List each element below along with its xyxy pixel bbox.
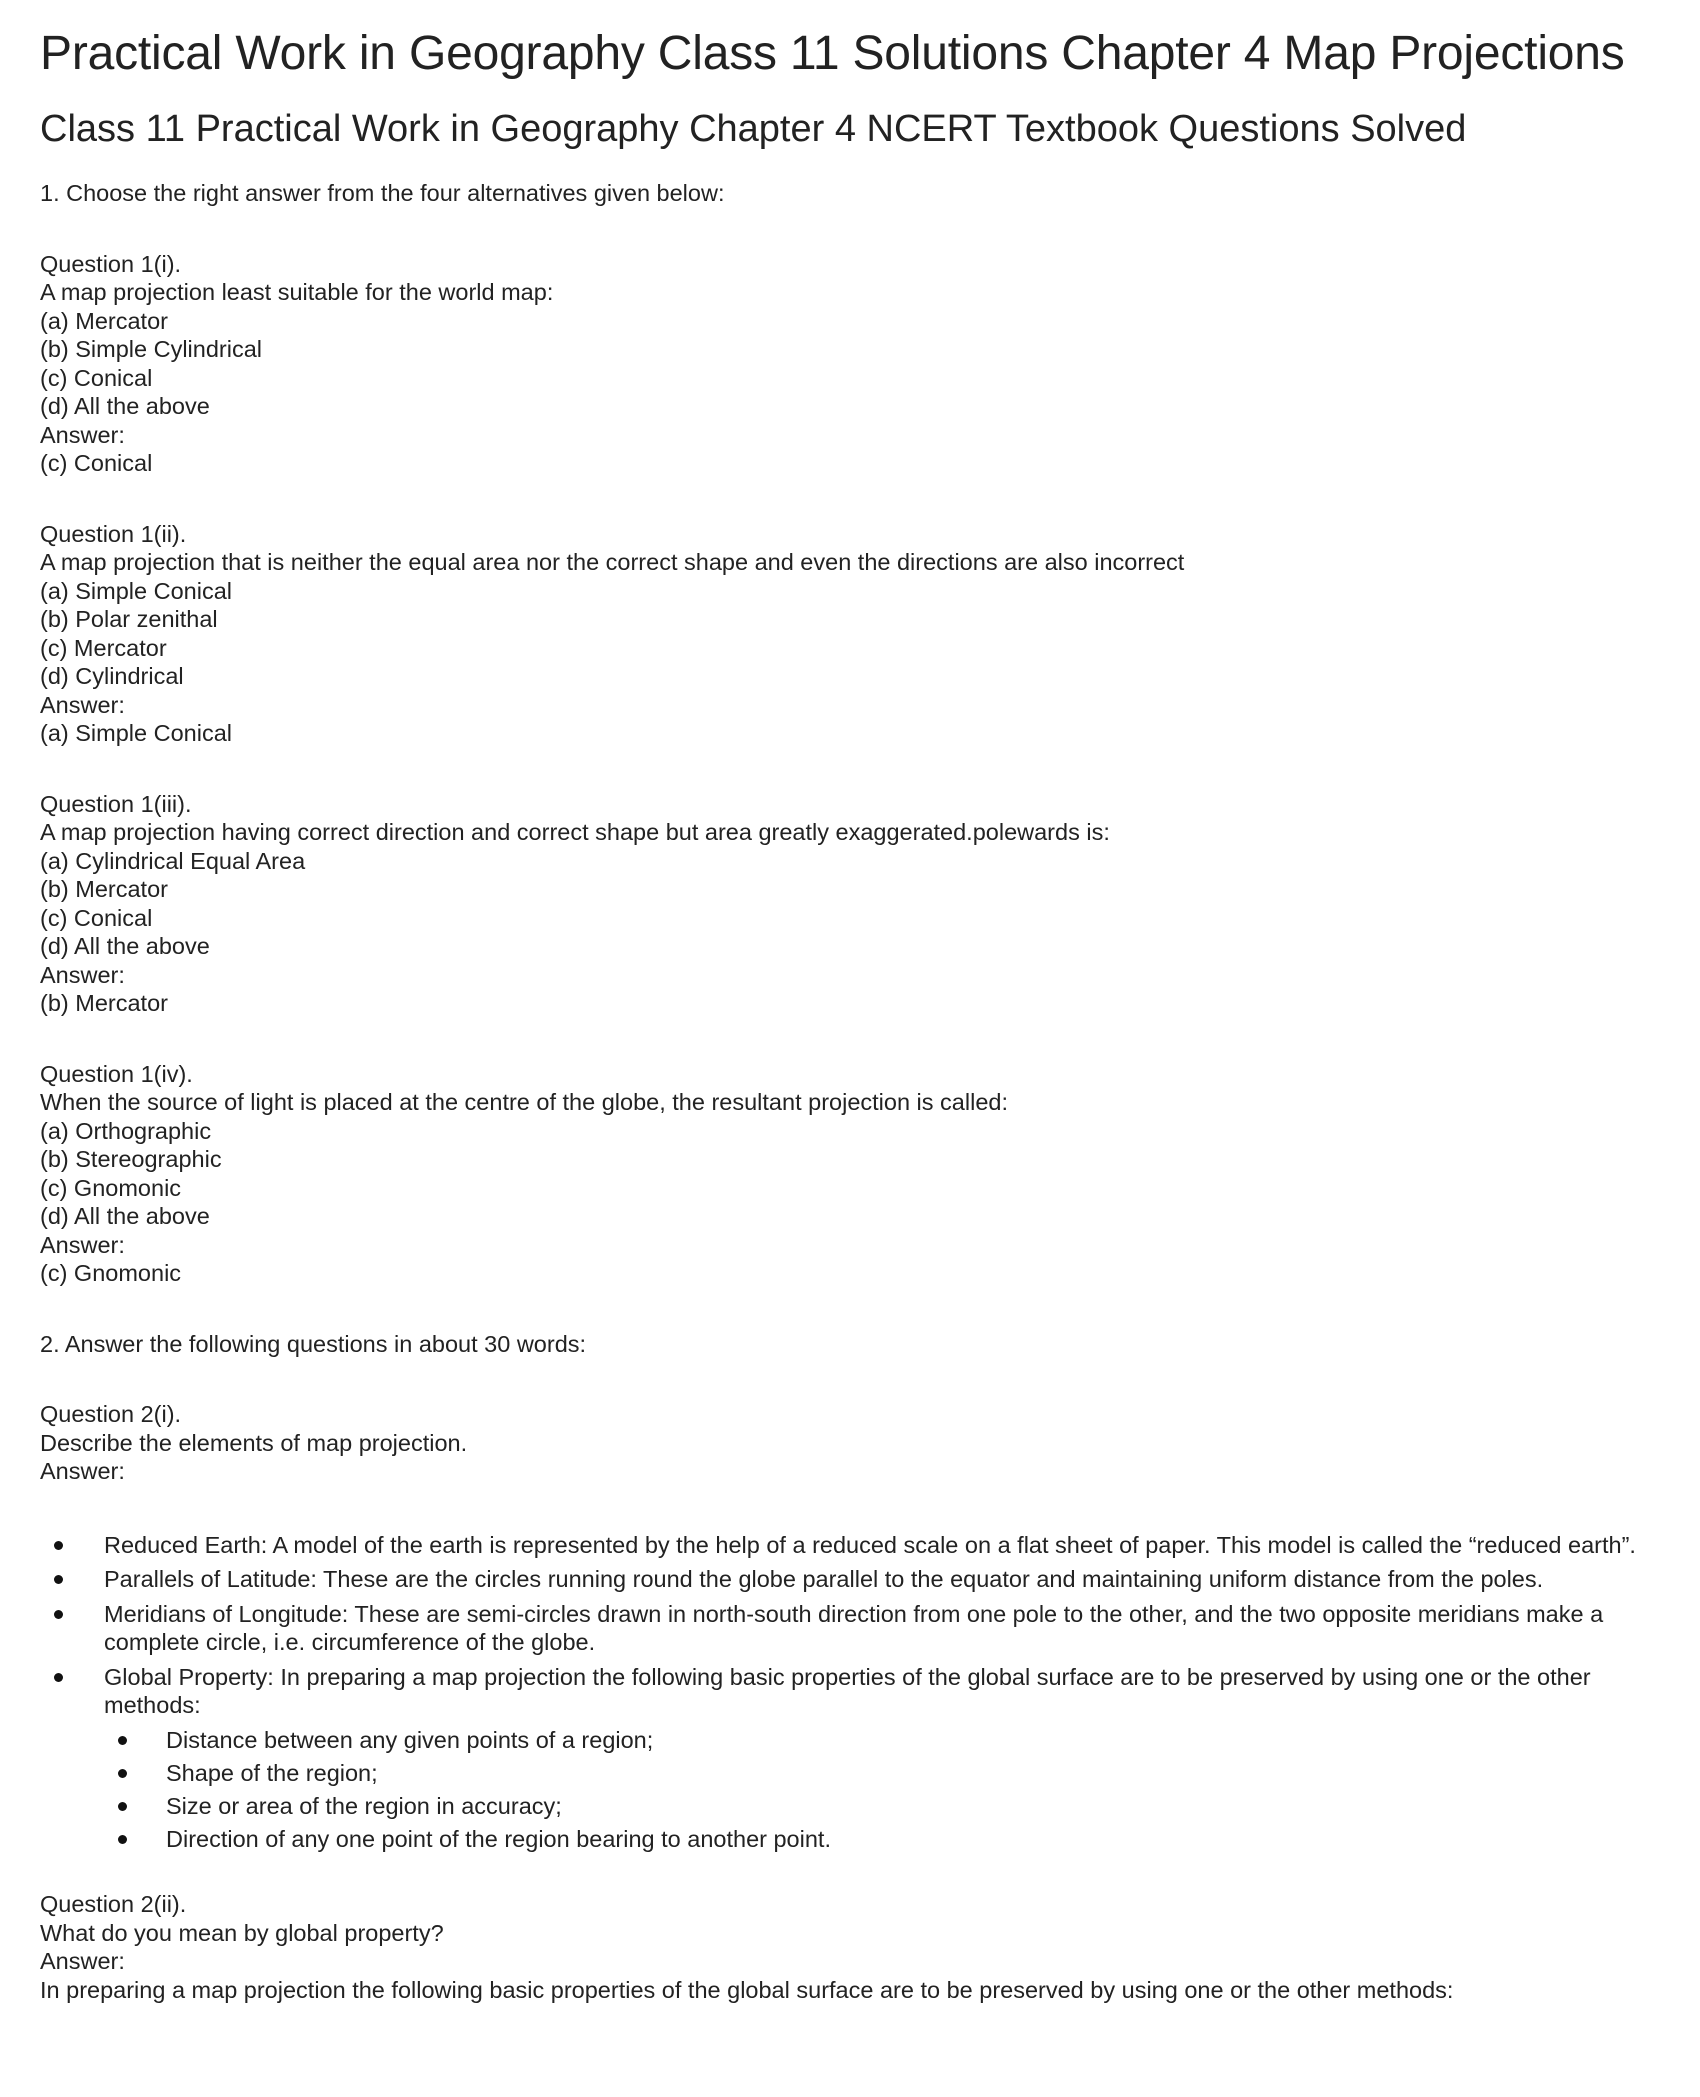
question-label: Question 1(i).: [40, 250, 182, 277]
option: (a) Mercator: [40, 307, 168, 334]
answer-label: Answer:: [40, 1948, 125, 1974]
question-text: Describe the elements of map projection.: [40, 1429, 468, 1456]
option: (b) Stereographic: [40, 1146, 222, 1172]
list-item-text: Reduced Earth: A model of the earth is represented by the help of a reduced scale on a flat sheet of paper. This model is called the “reduced earth”.: [104, 1531, 1636, 1558]
list-item-text: Global Property: In preparing a map projection the following basic properties of the global surface are to be preserved by using one or the other methods:: [104, 1663, 1591, 1718]
sub-list-item: [104, 1726, 1660, 1755]
question-label: Question 1(ii).: [40, 520, 187, 547]
bullet-icon: [118, 1769, 127, 1778]
question-2-i: [40, 1400, 1660, 1486]
sub-list-item: [104, 1759, 1660, 1788]
mcq-question: [40, 1060, 1660, 1288]
bullet-icon: [54, 1575, 63, 1584]
question-2-ii: [40, 1890, 1660, 2004]
list-item: [40, 1531, 1660, 1560]
bullet-icon: [54, 1673, 63, 1682]
option: (c) Conical: [40, 904, 153, 931]
question-label: Question 1(iv).: [40, 1060, 193, 1087]
question-text: When the source of light is placed at the centre of the globe, the resultant projection is called:: [40, 1089, 1008, 1115]
list-item: [40, 1600, 1660, 1657]
mcq-question: [40, 250, 1660, 478]
answer-label: Answer:: [40, 421, 125, 448]
answer-text: (c) Gnomonic: [40, 1260, 182, 1286]
question-text: A map projection least suitable for the world map:: [40, 279, 554, 305]
option: (a) Orthographic: [40, 1117, 212, 1144]
question-text: A map projection that is neither the equal area nor the correct shape and even the directions are also incorrect: [40, 549, 1185, 575]
option: (b) Simple Cylindrical: [40, 336, 262, 362]
answer-text: (a) Simple Conical: [40, 720, 232, 746]
list-item-text: Direction of any one point of the region bearing to another point.: [166, 1825, 831, 1852]
option: (b) Polar zenithal: [40, 606, 218, 632]
answer-label: Answer:: [40, 961, 125, 988]
answer-text: (c) Conical: [40, 450, 153, 476]
answer-label: Answer:: [40, 1231, 125, 1258]
answer-text: (b) Mercator: [40, 990, 168, 1016]
section-2-heading: 2. Answer the following questions in about 30 words:: [40, 1330, 587, 1357]
answer-label: Answer:: [40, 1458, 125, 1484]
option: (b) Mercator: [40, 876, 168, 902]
option: (a) Simple Conical: [40, 577, 232, 604]
bullet-icon: [118, 1736, 127, 1745]
option: (c) Gnomonic: [40, 1174, 182, 1201]
answer-text: In preparing a map projection the following basic properties of the global surface are to be preserved by using one or the other methods:: [40, 1976, 1454, 2003]
section-1-heading: 1. Choose the right answer from the four alternatives given below:: [40, 180, 725, 206]
bullet-icon: [54, 1610, 63, 1619]
elements-list: [40, 1531, 1660, 1854]
mcq-question: [40, 790, 1660, 1018]
bullet-icon: [54, 1541, 63, 1550]
option: (c) Conical: [40, 364, 153, 391]
page-subtitle: Class 11 Practical Work in Geography Chapter 4 NCERT Textbook Questions Solved: [40, 108, 1467, 150]
list-item-text: Distance between any given points of a region;: [166, 1726, 654, 1753]
list-item-text: Size or area of the region in accuracy;: [166, 1792, 562, 1819]
option: (d) All the above: [40, 393, 210, 419]
page-title: Practical Work in Geography Class 11 Solutions Chapter 4 Map Projections: [40, 27, 1625, 80]
question-text: A map projection having correct direction and correct shape but area greatly exaggerated.polewards is:: [40, 819, 1110, 845]
sub-list-item: [104, 1825, 1660, 1854]
list-item: [40, 1565, 1660, 1594]
list-item: [40, 1663, 1660, 1854]
mcq-list: [40, 250, 1660, 1288]
sub-list: [40, 1726, 1660, 1854]
question-label: Question 2(i).: [40, 1401, 182, 1427]
option: (c) Mercator: [40, 634, 167, 661]
option: (d) Cylindrical: [40, 663, 184, 689]
question-label: Question 1(iii).: [40, 790, 192, 817]
bullet-icon: [118, 1802, 127, 1811]
answer-label: Answer:: [40, 691, 125, 718]
list-item-text: Parallels of Latitude: These are the circles running round the globe parallel to the equator and maintaining uniform distance from the poles.: [104, 1566, 1544, 1592]
question-text: What do you mean by global property?: [40, 1919, 444, 1946]
list-item-text: Meridians of Longitude: These are semi-circles drawn in north-south direction from one pole to the other, and the two opposite meridians make a complete circle, i.e. circumference of the globe.: [104, 1600, 1604, 1655]
option: (d) All the above: [40, 1203, 210, 1229]
question-label: Question 2(ii).: [40, 1891, 187, 1917]
option: (a) Cylindrical Equal Area: [40, 847, 306, 874]
list-item-text: Shape of the region;: [166, 1759, 378, 1786]
option: (d) All the above: [40, 933, 210, 959]
sub-list-item: [104, 1792, 1660, 1821]
mcq-question: [40, 520, 1660, 748]
bullet-icon: [118, 1835, 127, 1844]
